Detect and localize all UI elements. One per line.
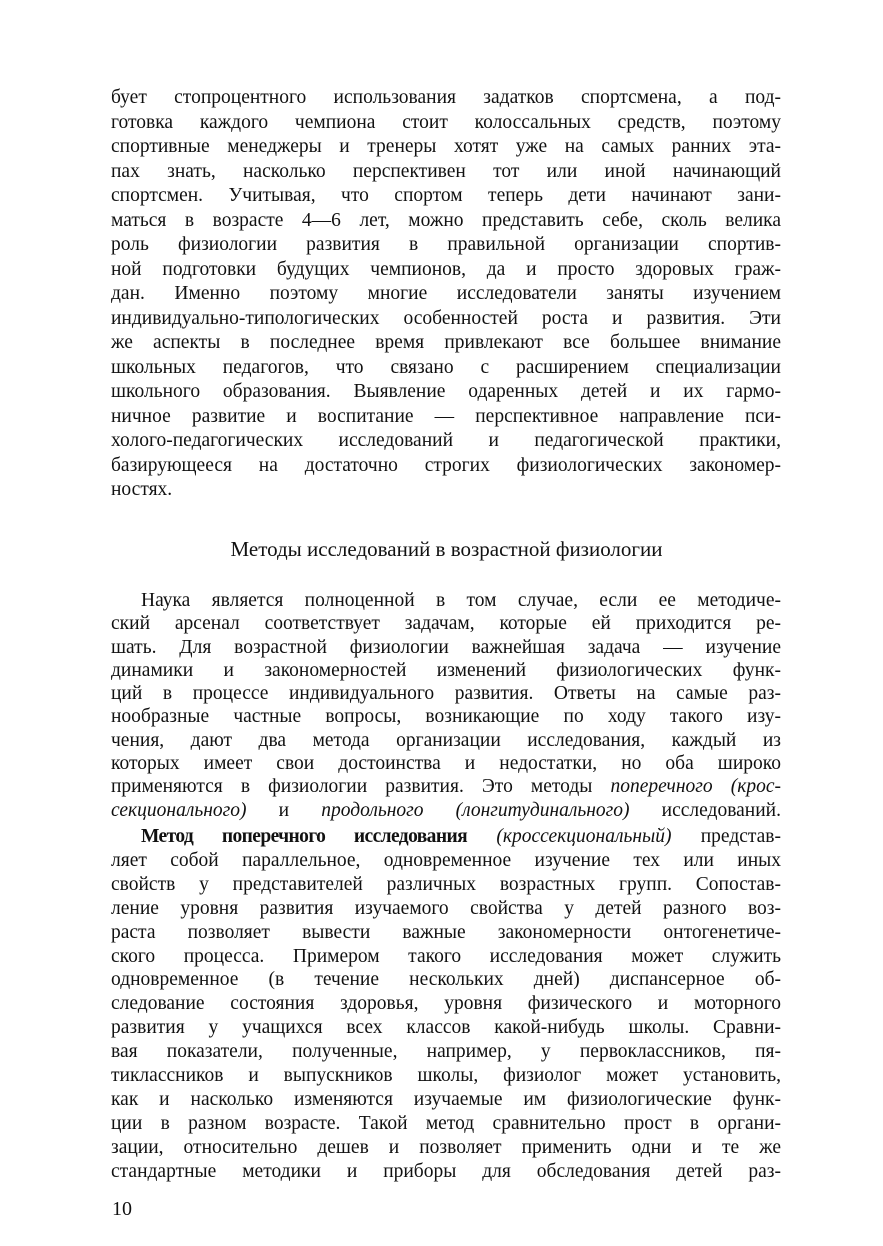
text-segment: ностях. [111,479,173,500]
text-line [111,307,781,332]
text-line [111,659,781,682]
text-line [111,478,781,503]
text-segment: бует стопроцентного использования задатков спортсмена, а под- [111,87,781,108]
text-segment: вая показатели, полученные, например, у первоклассников, пя- [111,1041,781,1063]
text-line [111,160,781,185]
text-segment: которых имеет свои достоинства и недостатки, но оба широко [111,753,781,775]
text-segment: зации, относительно дешев и позволяет применить одни и те же [111,1136,781,1158]
text-segment: ляет собой параллельное, одновременное изучение тех или иных [111,849,781,871]
text-segment: шать. Для возрастной физиологии важнейшая задача — изучение [111,636,781,658]
text-segment: одновременное (в течение нескольких дней) диспансерное об- [111,969,781,991]
paragraph-intro [111,86,781,503]
italic-text: секционального) [111,799,247,821]
text-line [111,775,781,798]
text-line [111,111,781,136]
text-line [111,1160,781,1184]
text-segment: пах знать, насколько перспективен тот или иной начинающий [111,160,781,182]
text-line [111,636,781,659]
text-line [111,729,781,752]
text-line [111,233,781,258]
text-line [111,184,781,209]
text-line [111,992,781,1016]
text-line [111,356,781,381]
italic-text: (кроссекциональный) [496,826,672,847]
text-line [111,1088,781,1112]
text-line [111,945,781,969]
text-line [111,589,781,612]
italic-text: поперечного (крос- [610,776,782,798]
text-segment: роль физиологии развития в правильной организации спортив- [111,234,781,255]
text-line [111,405,781,430]
text-segment: ной подготовки будущих чемпионов, да и просто здоровых граж- [111,258,781,280]
text-line [111,454,781,479]
text-segment: ции в разном возрасте. Такой метод сравнительно прост в органи- [111,1112,781,1134]
text-line [111,258,781,283]
text-segment: представ- [671,826,782,847]
text-segment: школьного образования. Выявление одаренных детей и их гармо- [111,381,781,402]
text-line [111,873,781,897]
text-segment: следование состояния здоровья, уровня физического и моторного [111,993,781,1015]
text-line [111,799,781,822]
text-segment: холого-педагогических исследований и педагогической практики, [111,430,781,451]
text-line [111,612,781,635]
paragraph-methods-overview [111,589,781,822]
text-segment: ление уровня развития изучаемого свойства у детей разного воз- [111,897,781,919]
text-line [111,825,781,849]
text-line [111,86,781,111]
text-segment: школьных педагогов, что связано с расширением специализации [111,356,781,378]
text-line [111,705,781,728]
text-line [111,897,781,921]
text-segment: раста позволяет вывести важные закономерности онтогенетиче- [111,921,781,943]
text-line [111,752,781,775]
text-line [111,1064,781,1088]
text-segment: спортсмен. Учитывая, что спортом теперь дети начинают зани- [111,185,781,206]
text-segment: маться в возрасте 4—6 лет, можно представить себе, сколь велика [111,209,781,231]
text-segment: ского процесса. Примером такого исследования может служить [111,945,781,967]
text-segment: динамики и закономерностей изменений физиологических функ- [111,659,781,681]
text-segment: Наука является полноценной в том случае, если ее методиче- [141,590,781,611]
italic-text: продольного (лонгитудинального) [321,799,630,821]
text-segment: дан. Именно поэтому многие исследователи заняты изучением [111,283,781,304]
text-segment: тиклассников и выпускников школы, физиолог может установить, [111,1065,781,1087]
text-segment [467,826,496,847]
page-number: 10 [112,1198,132,1220]
text-segment: индивидуально-типологических особенностей роста и развития. Эти [111,307,781,329]
bold-text: Метод поперечного исследования [141,826,468,847]
text-line [111,968,781,992]
text-segment: исследований. [629,799,781,821]
text-line [111,429,781,454]
text-segment: чения, дают два метода организации исследования, каждый из [111,729,781,751]
text-line [111,282,781,307]
text-line [111,1040,781,1064]
text-line [111,331,781,356]
text-segment: как и насколько изменяются изучаемые им физиологические функ- [111,1088,781,1110]
text-segment: готовка каждого чемпиона стоит колоссальных средств, поэтому [111,111,781,133]
text-line [111,682,781,705]
text-segment: же аспекты в последнее время привлекают все большее внимание [111,332,781,353]
text-line [111,1016,781,1040]
text-segment: спортивные менеджеры и тренеры хотят уже на самых ранних эта- [111,136,781,157]
text-line [111,135,781,160]
text-segment: стандартные методики и приборы для обследования детей раз- [111,1160,781,1182]
text-segment: и [246,799,322,821]
text-line [111,209,781,234]
text-segment: нообразные частные вопросы, возникающие по ходу такого изу- [111,706,781,728]
text-segment: развития у учащихся всех классов какой-нибудь школы. Сравни- [111,1017,781,1039]
text-segment: ский арсенал соответствует задачам, которые ей приходится ре- [111,613,781,635]
text-segment: ничное развитие и воспитание — перспективное направление пси- [111,405,781,427]
text-segment: свойств у представителей различных возрастных групп. Сопостав- [111,873,781,895]
paragraph-cross-sectional-method [111,825,781,1184]
text-line [111,1136,781,1160]
text-segment: базирующееся на достаточно строгих физиологических закономер- [111,454,781,476]
text-line [111,921,781,945]
text-line [111,1112,781,1136]
text-line [111,380,781,405]
text-line [111,849,781,873]
text-segment: ций в процессе индивидуального развития. Ответы на самые раз- [111,683,781,705]
section-heading: Методы исследований в возрастной физиологии [230,537,663,561]
text-segment: применяются в физиологии развития. Это методы [111,776,611,798]
